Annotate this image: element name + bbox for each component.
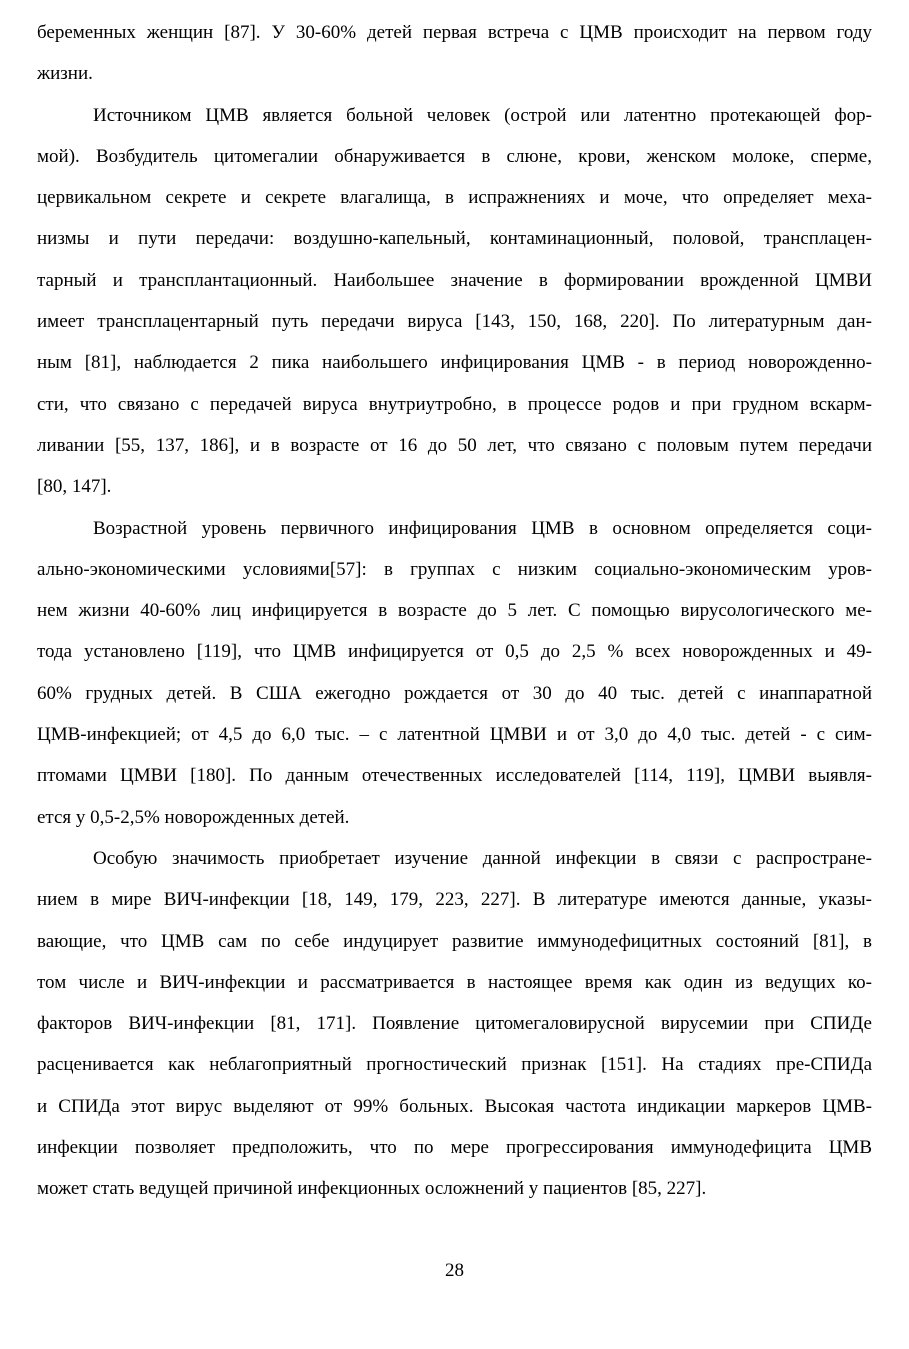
text-line: Особую значимость приобретает изучение данной инфекции в связи с распростране- [93,847,872,869]
page-number: 28 [445,1260,464,1281]
text-line: и СПИДа этот вирус выделяют от 99% больных. Высокая частота индикации маркеров ЦМВ- [37,1095,872,1117]
text-line: вающие, что ЦМВ сам по себе индуцирует развитие иммунодефицитных состояний [81], в [37,930,872,952]
body-text [37,20,872,1218]
text-line: Источником ЦМВ является больной человек (острой или латентно протекающей фор- [93,104,872,126]
text-line: 60% грудных детей. В США ежегодно рождается от 30 до 40 тыс. детей с инаппаратной [37,682,872,704]
text-line: ЦМВ-инфекцией; от 4,5 до 6,0 тыс. – с латентной ЦМВИ и от 3,0 до 4,0 тыс. детей - с сим- [37,724,872,746]
text-line: имеет трансплацентарный путь передачи вируса [143, 150, 168, 220]. По литературным дан- [37,311,872,333]
text-line: беременных женщин [87]. У 30-60% детей первая встреча с ЦМВ происходит на первом году [37,22,872,43]
text-line: низмы и пути передачи: воздушно-капельный, контаминационный, половой, трансплацен- [37,228,872,250]
text-line: ально-экономическими условиями[57]: в группах с низким социально-экономическим уров- [37,558,872,580]
text-line: может стать ведущей причиной инфекционных осложнений у пациентов [85, 227]. [37,1178,707,1200]
text-line: птомами ЦМВИ [180]. По данным отечественных исследователей [114, 119], ЦМВИ выявля- [37,765,872,787]
text-line: ным [81], наблюдается 2 пика наибольшего инфицирования ЦМВ - в период новорожденно- [37,352,872,374]
text-line: расценивается как неблагоприятный прогностический признак [151]. На стадиях пре-СПИДа [37,1054,872,1076]
text-line: инфекции позволяет предположить, что по мере прогрессирования иммунодефицита ЦМВ [37,1137,872,1159]
text-line: цервикальном секрете и секрете влагалища, в испражнениях и моче, что определяет меха- [37,187,872,209]
text-line: [80, 147]. [37,476,112,498]
text-line: жизни. [37,63,93,85]
text-line: нем жизни 40-60% лиц инфицируется в возрасте до 5 лет. С помощью вирусологического ме- [37,600,872,622]
text-line: Возрастной уровень первичного инфицирования ЦМВ в основном определяется соци- [93,517,872,539]
text-line: факторов ВИЧ-инфекции [81, 171]. Появление цитомегаловирусной вирусемии при СПИДе [37,1013,872,1035]
text-line: ется у 0,5-2,5% новорожденных детей. [37,806,350,828]
text-line: ливании [55, 137, 186], и в возрасте от 16 до 50 лет, что связано с половым путем передачи [37,434,872,456]
text-line: нием в мире ВИЧ-инфекции [18, 149, 179, 223, 227]. В литературе имеются данные, указы- [37,889,872,911]
text-line: том числе и ВИЧ-инфекции и рассматривается в настоящее время как один из ведущих ко- [37,971,872,993]
text-line: сти, что связано с передачей вируса внутриутробно, в процессе родов и при грудном вскарм- [37,393,872,415]
text-line: тарный и трансплантационный. Наибольшее значение в формировании врожденной ЦМВИ [37,269,872,291]
text-line: мой). Возбудитель цитомегалии обнаруживается в слюне, крови, женском молоке, сперме, [37,145,872,167]
text-line: тода установлено [119], что ЦМВ инфицируется от 0,5 до 2,5 % всех новорожденных и 49- [37,641,872,663]
